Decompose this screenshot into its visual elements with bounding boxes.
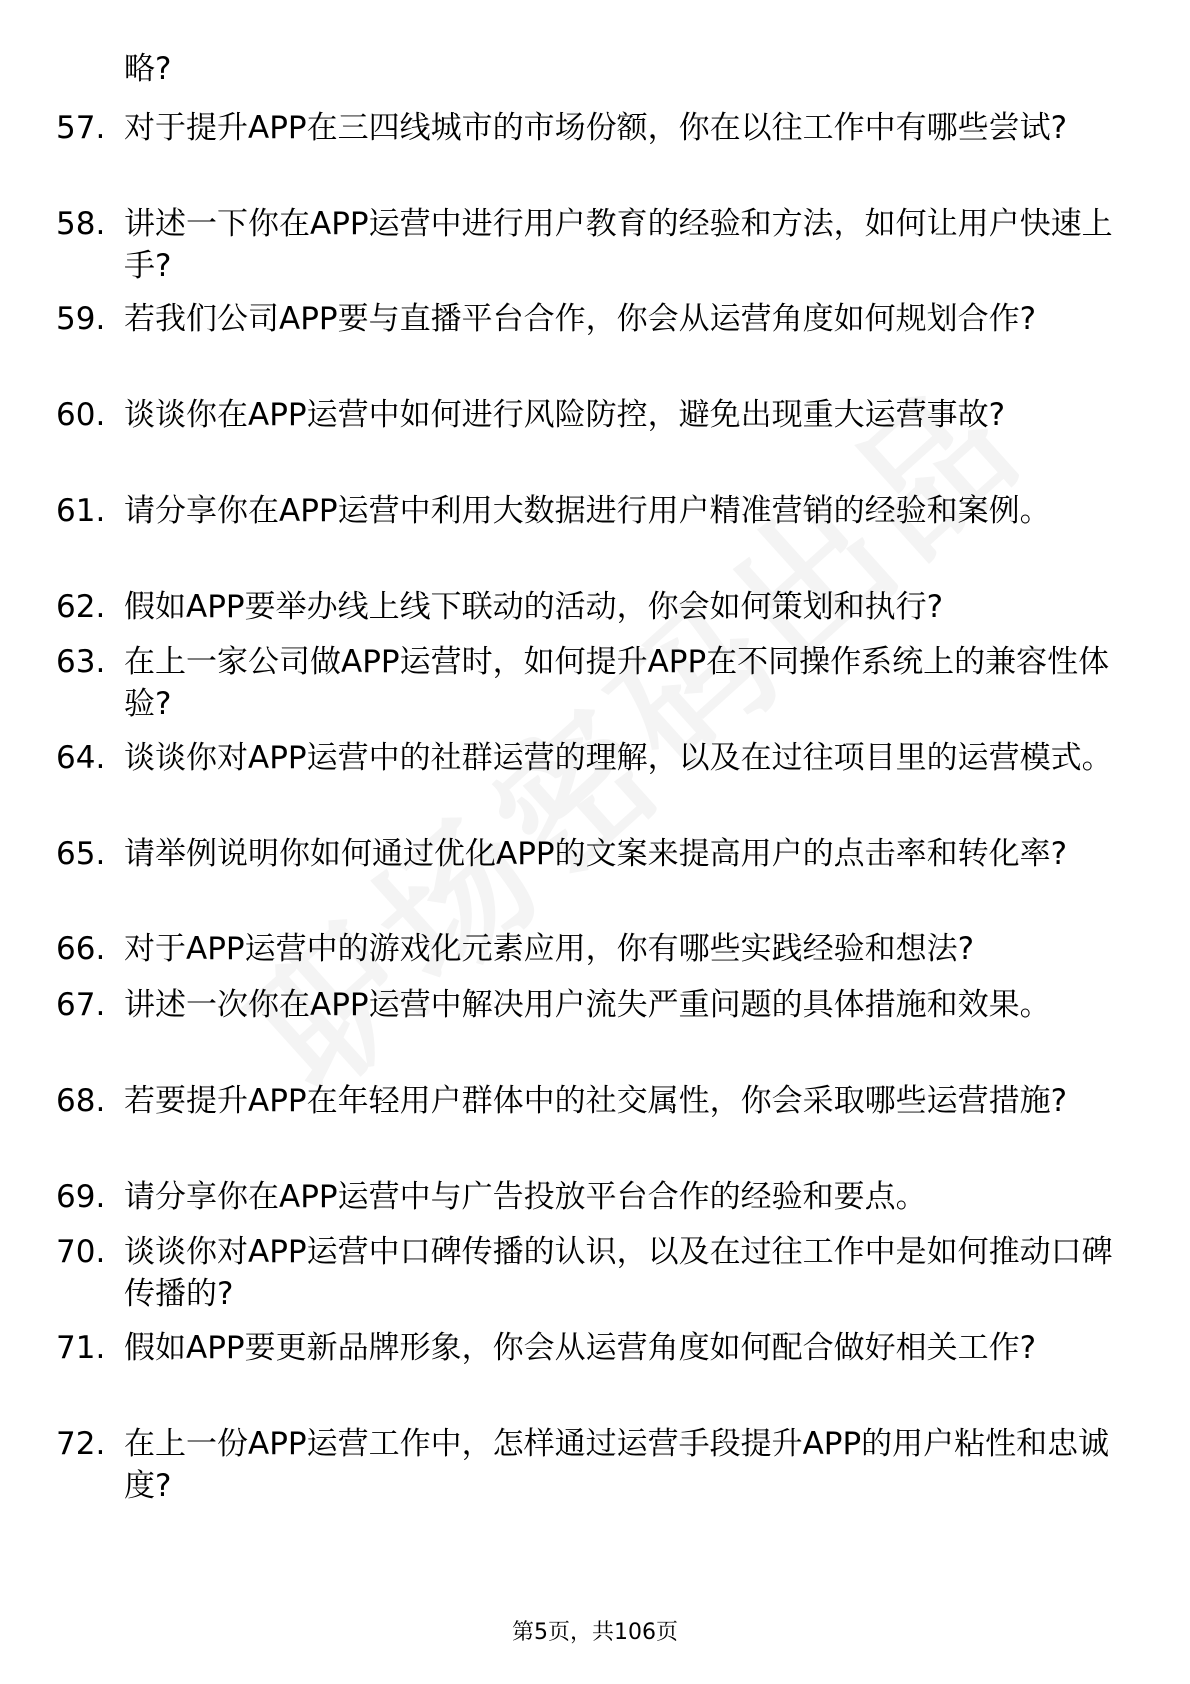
question-text: 假如APP要更新品牌形象，你会从运营角度如何配合做好相关工作?: [124, 1330, 1037, 1366]
question-number: 72.: [56, 1426, 106, 1462]
question-text: 在上一份APP运营工作中，怎样通过运营手段提升APP的用户粘性和忠诚度?: [124, 1426, 1110, 1504]
question-number: 65.: [56, 836, 106, 872]
question-number: 60.: [56, 397, 106, 433]
question-number: 71.: [56, 1330, 106, 1366]
question-text: 对于APP运营中的游戏化元素应用，你有哪些实践经验和想法?: [124, 931, 975, 967]
question-number: 70.: [56, 1234, 106, 1270]
question-text: 请举例说明你如何通过优化APP的文案来提高用户的点击率和转化率?: [124, 836, 1068, 872]
question-number: 62.: [56, 589, 106, 625]
page-number-footer: 第5页，共106页: [512, 1620, 678, 1645]
question-number: 68.: [56, 1083, 106, 1119]
question-text: 讲述一次你在APP运营中解决用户流失严重问题的具体措施和效果。: [124, 987, 1051, 1023]
question-text: 在上一家公司做APP运营时，如何提升APP在不同操作系统上的兼容性体验?: [124, 644, 1110, 722]
question-number: 61.: [56, 493, 106, 529]
question-number: 64.: [56, 740, 106, 776]
question-text: 谈谈你在APP运营中如何进行风险防控，避免出现重大运营事故?: [124, 397, 1006, 433]
question-text: 若我们公司APP要与直播平台合作，你会从运营角度如何规划合作?: [124, 301, 1037, 337]
question-text: 谈谈你对APP运营中口碑传播的认识，以及在过往工作中是如何推动口碑传播的?: [124, 1234, 1113, 1312]
question-number: 59.: [56, 301, 106, 337]
question-number: 58.: [56, 206, 106, 242]
question-number: 66.: [56, 931, 106, 967]
question-text: 谈谈你对APP运营中的社群运营的理解，以及在过往项目里的运营模式。: [124, 740, 1113, 776]
question-text: 对于提升APP在三四线城市的市场份额，你在以往工作中有哪些尝试?: [124, 110, 1068, 146]
question-text: 讲述一下你在APP运营中进行用户教育的经验和方法，如何让用户快速上手?: [124, 206, 1113, 284]
question-number: 67.: [56, 987, 106, 1023]
question-text: 假如APP要举办线上线下联动的活动，你会如何策划和执行?: [124, 589, 944, 625]
question-text: 请分享你在APP运营中与广告投放平台合作的经验和要点。: [124, 1179, 927, 1215]
question-text-continuation: 略?: [124, 51, 172, 87]
question-text: 请分享你在APP运营中利用大数据进行用户精准营销的经验和案例。: [124, 493, 1051, 529]
question-number: 69.: [56, 1179, 106, 1215]
question-number: 57.: [56, 110, 106, 146]
question-number: 63.: [56, 644, 106, 680]
question-text: 若要提升APP在年轻用户群体中的社交属性，你会采取哪些运营措施?: [124, 1083, 1068, 1119]
